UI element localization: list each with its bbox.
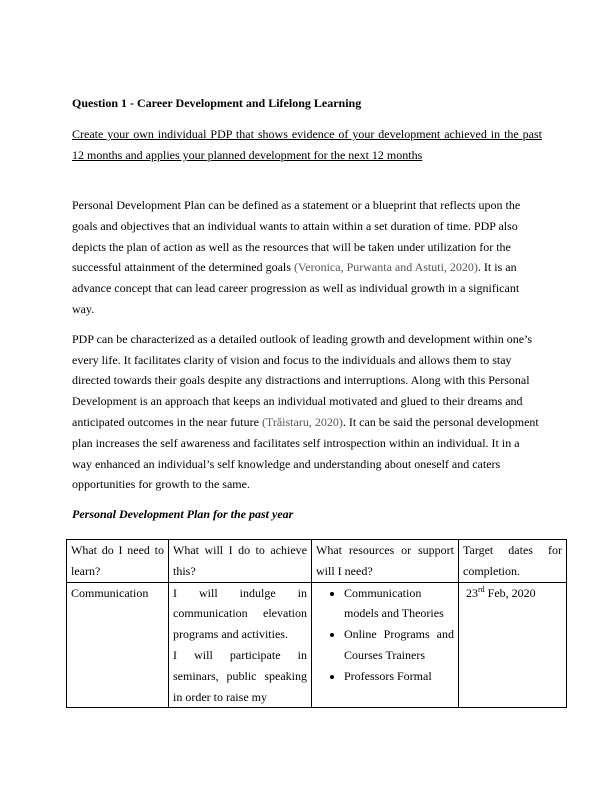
task-statement: Create your own individual PDP that shows evidence of your development achieved in the past 12 months and applies your planned development for the next 12 months	[72, 127, 542, 162]
section-title: Personal Development Plan for the past year	[72, 507, 294, 522]
list-item: • Communication models and Theories	[344, 583, 454, 625]
para2-end: . It can be said the personal development plan increases the self awareness and facilitates self introspection within an individual. It in a way enhanced an individual’s self knowledge and understanding about oneself and caters opportunities for growth to the same.	[72, 414, 539, 492]
cell-actions	[169, 582, 312, 708]
list-item: • Professors Formal	[344, 666, 454, 687]
para2-text: PDP can be characterized as a detailed outlook of leading growth and development within one’s every life. It facilitates clarity of vision and focus to the individuals and allows them to stay directed towards their goals despite any distractions and interruptions. Along with this Personal Development is an approach that keeps an individual motivated and glued to their dreams and anticipated outcomes in the near future	[72, 331, 533, 429]
table-header-row	[67, 540, 567, 583]
header-learn: What do I need to learn?	[67, 540, 169, 583]
cell-skill: Communication	[67, 582, 169, 708]
cell-resources	[312, 582, 459, 708]
paragraph-pdp-definition	[72, 195, 542, 320]
pdp-table	[66, 539, 567, 708]
table-row	[67, 582, 567, 708]
cell-target-date	[459, 582, 567, 708]
header-target: Target dates for completion.	[459, 540, 567, 583]
document-page	[71, 94, 562, 704]
question-title: Question 1 - Career Development and Lifelong Learning	[72, 96, 362, 110]
para1-end: . It is an advance concept that can lead career progression as well as individual growth in a significant way.	[72, 260, 520, 316]
citation-veronica: (Veronica, Purwanta and Astuti, 2020)	[293, 260, 478, 275]
action-1: I will indulge in communication elevation programs and activities.	[173, 585, 307, 642]
header-resources: What resources or support will I need?	[312, 540, 459, 583]
list-item: • Online Programs and Courses Trainers	[344, 624, 454, 666]
target-suffix: rd	[478, 584, 485, 594]
resources-list	[316, 583, 454, 687]
target-day: 23	[466, 585, 478, 600]
citation-traistaru: (Trăistaru, 2020)	[261, 414, 343, 429]
para1-text: Personal Development Plan can be defined as a statement or a blueprint that reflects upon the goals and objectives that an individual wants to attain within a set duration of time. PDP also depicts the plan of action as well as the resources that will be taken under utilization for the successful attainment of the determined goals	[72, 198, 521, 275]
header-achieve: What will I do to achieve this?	[169, 540, 312, 583]
target-rest: Feb, 2020	[484, 585, 536, 600]
paragraph-pdp-characterized	[72, 329, 542, 495]
action-2: I will participate in seminars, public speaking in order to raise my	[173, 647, 307, 704]
